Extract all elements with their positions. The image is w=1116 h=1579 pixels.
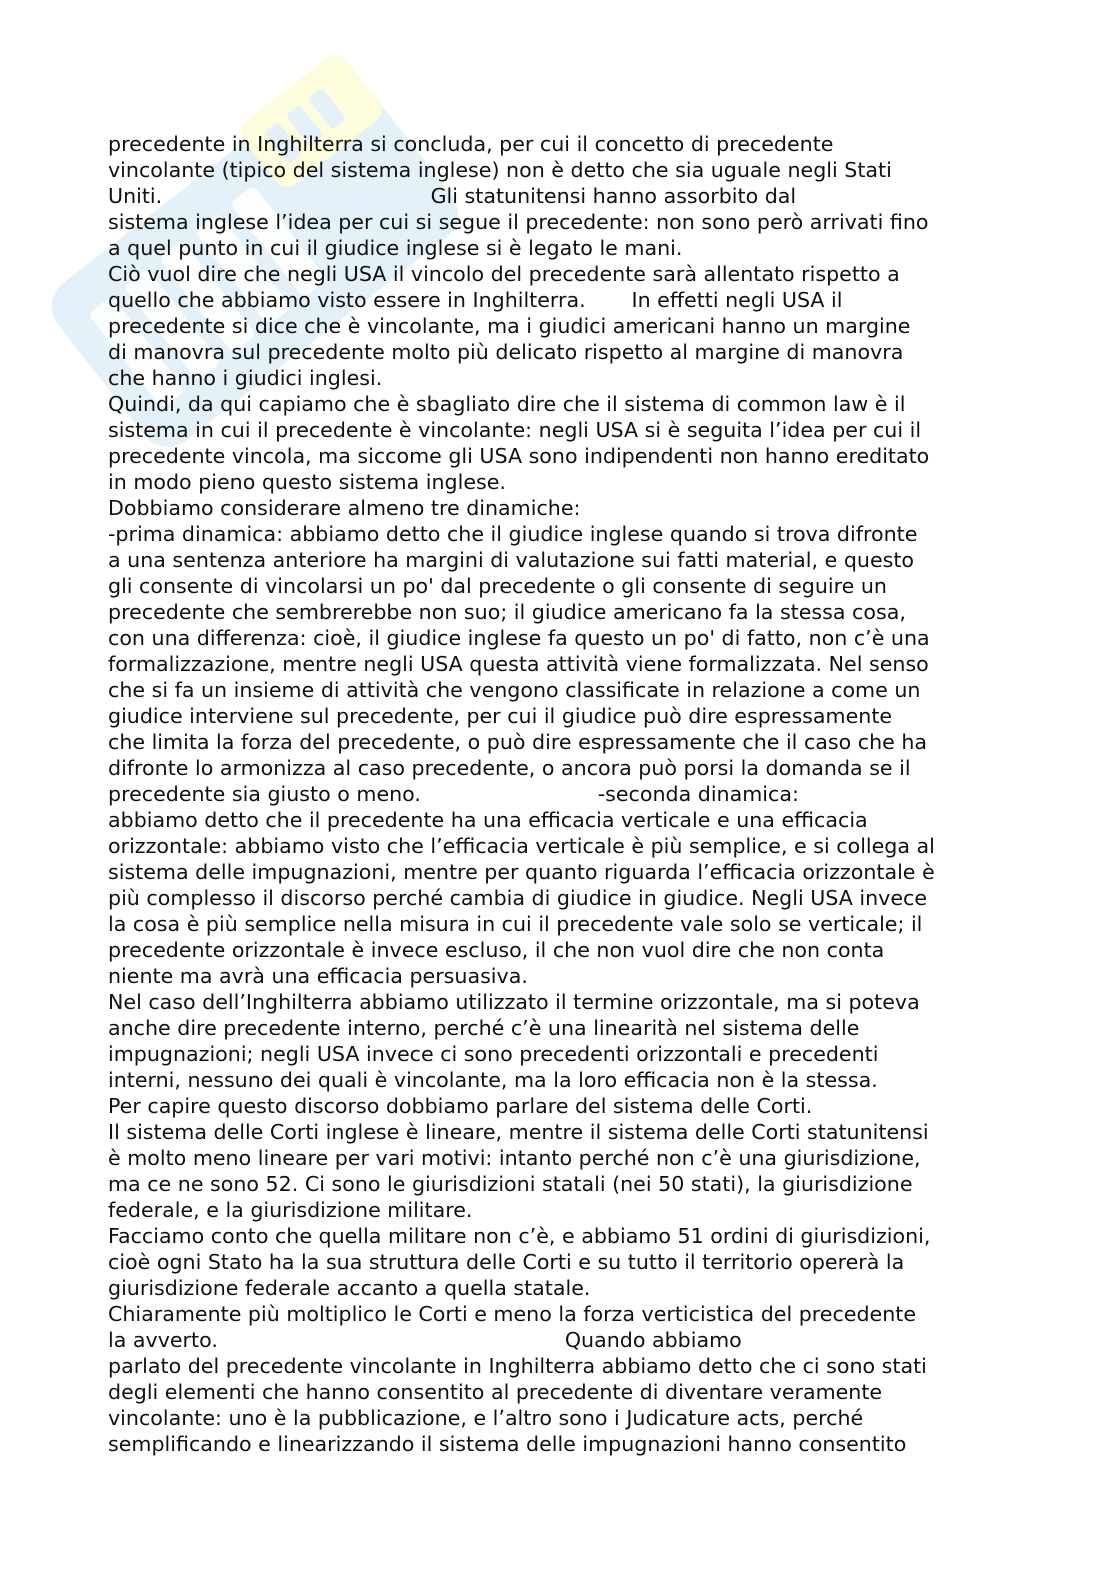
document-body [108,131,1008,1457]
text-line: Ciò vuol dire che negli USA il vincolo del precedente sarà allentato rispetto a [108,262,900,286]
text-line: sistema inglese l’idea per cui si segue il precedente: non sono però arrivati fino [108,210,929,234]
text-line: degli elementi che hanno consentito al precedente di diventare veramente [108,1380,883,1404]
text-line: a una sentenza anteriore ha margini di valutazione sui fatti material, e questo [108,548,915,572]
text-line: precedente che sembrerebbe non suo; il giudice americano fa la stessa cosa, [108,600,906,624]
text-line: Quindi, da qui capiamo che è sbagliato dire che il sistema di common law è il [108,392,906,416]
text-line: in modo pieno questo sistema inglese. [108,470,506,494]
text-line: cioè ogni Stato ha la sua struttura delle Corti e su tutto il territorio opererà la [108,1250,905,1274]
text-line: -prima dinamica: abbiamo detto che il giudice inglese quando si trova difronte [108,522,918,546]
text-line: difronte lo armonizza al caso precedente, o ancora può porsi la domanda se il [108,756,911,780]
text-line: precedente in Inghilterra si concluda, per cui il concetto di precedente [108,132,834,156]
text-line: interni, nessuno dei quali è vincolante, ma la loro efficacia non è la stessa. [108,1068,878,1092]
text-line: giudice interviene sul precedente, per cui il giudice può dire espressamente [108,704,893,728]
text-line: precedente si dice che è vincolante, ma i giudici americani hanno un margine [108,314,911,338]
text-line: Dobbiamo considerare almeno tre dinamiche: [108,496,581,520]
text-line: abbiamo detto che il precedente ha una efficacia verticale e una efficacia [108,808,868,832]
text-line: giurisdizione federale accanto a quella statale. [108,1276,591,1300]
text-line: Nel caso dell’Inghilterra abbiamo utilizzato il termine orizzontale, ma si poteva [108,990,920,1014]
text-line: federale, e la giurisdizione militare. [108,1198,473,1222]
text-line: sistema delle impugnazioni, mentre per quanto riguarda l’efficacia orizzontale è [108,860,935,884]
text-line: Il sistema delle Corti inglese è lineare, mentre il sistema delle Corti statunitensi [108,1120,929,1144]
text-line: quello che abbiamo visto essere in Inghilterra. In effetti negli USA il [108,288,843,312]
text-line: che si fa un insieme di attività che vengono classificate in relazione a come un [108,678,921,702]
text-line: precedente orizzontale è invece escluso, il che non vuol dire che non conta [108,938,885,962]
text-line: che hanno i giudici inglesi. [108,366,383,390]
text-line: Chiaramente più moltiplico le Corti e meno la forza verticistica del precedente [108,1302,917,1326]
text-line: più complesso il discorso perché cambia di giudice in giudice. Negli USA invece [108,886,928,910]
text-line: parlato del precedente vincolante in Inghilterra abbiamo detto che ci sono stati [108,1354,927,1378]
text-line: di manovra sul precedente molto più delicato rispetto al margine di manovra [108,340,904,364]
text-line: precedente sia giusto o meno. -seconda dinamica: [108,782,799,806]
text-line: con una differenza: cioè, il giudice inglese fa questo un po' di fatto, non c’è una [108,626,930,650]
text-line: precedente vincola, ma siccome gli USA sono indipendenti non hanno ereditato [108,444,930,468]
text-line: Uniti. Gli statunitensi hanno assorbito dal [108,184,797,208]
text-line: è molto meno lineare per vari motivi: intanto perché non c’è una giurisdizione, [108,1146,921,1170]
text-line: orizzontale: abbiamo visto che l’efficacia verticale è più semplice, e si collega al [108,834,935,858]
text-line: Facciamo conto che quella militare non c’è, e abbiamo 51 ordini di giurisdizioni, [108,1224,931,1248]
text-line: semplificando e linearizzando il sistema delle impugnazioni hanno consentito [108,1432,907,1456]
text-line: la avverto. Quando abbiamo [108,1328,742,1352]
text-line: formalizzazione, mentre negli USA questa attività viene formalizzata. Nel senso [108,652,929,676]
text-line: la cosa è più semplice nella misura in cui il precedente vale solo se verticale; il [108,912,923,936]
text-line: anche dire precedente interno, perché c’è una linearità nel sistema delle [108,1016,860,1040]
text-line: gli consente di vincolarsi un po' dal precedente o gli consente di seguire un [108,574,887,598]
text-line: vincolante (tipico del sistema inglese) non è detto che sia uguale negli Stati [108,158,892,182]
text-line: vincolante: uno è la pubblicazione, e l’altro sono i Judicature acts, perché [108,1406,864,1430]
text-line: a quel punto in cui il giudice inglese si è legato le mani. [108,236,683,260]
text-line: sistema in cui il precedente è vincolante: negli USA si è seguita l’idea per cui il [108,418,922,442]
text-line: niente ma avrà una efficacia persuasiva. [108,964,528,988]
text-line: ma ce ne sono 52. Ci sono le giurisdizioni statali (nei 50 stati), la giurisdizione [108,1172,913,1196]
text-line: impugnazioni; negli USA invece ci sono precedenti orizzontali e precedenti [108,1042,879,1066]
text-line: che limita la forza del precedente, o può dire espressamente che il caso che ha [108,730,928,754]
text-line: Per capire questo discorso dobbiamo parlare del sistema delle Corti. [108,1094,813,1118]
